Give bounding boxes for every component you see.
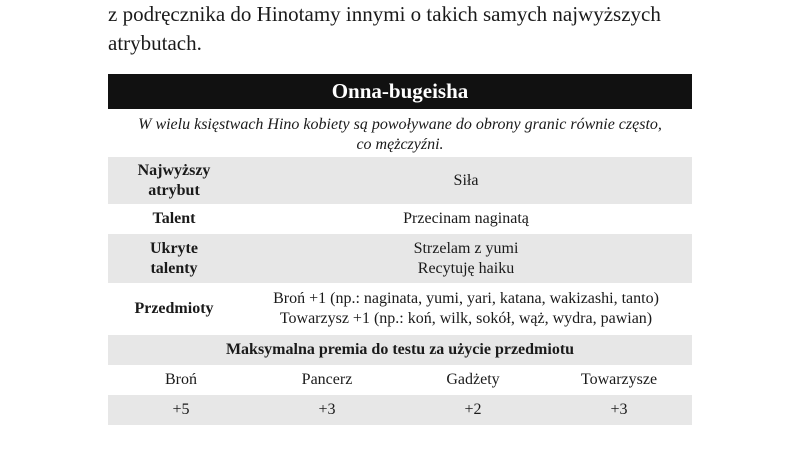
- bonus-value: +3: [546, 395, 692, 425]
- table-row-talent: [108, 204, 692, 234]
- table-row-items: [108, 283, 692, 335]
- table-row-hidden-talents: [108, 234, 692, 283]
- column-header: Gadżety: [400, 365, 546, 395]
- row-value: Przecinam naginatą: [240, 204, 692, 234]
- bonus-value: +2: [400, 395, 546, 425]
- table-row-attribute: [108, 157, 692, 204]
- label-line: atrybut: [148, 181, 200, 199]
- row-label: [108, 157, 240, 204]
- description-line: co mężczyźni.: [356, 136, 444, 153]
- description-line: W wielu księstwach Hino kobiety są powoływane do obrony granic równie często,: [138, 116, 662, 133]
- column-header: Pancerz: [254, 365, 400, 395]
- row-label: Przedmioty: [108, 283, 240, 335]
- value-line: Strzelam z yumi: [413, 239, 519, 257]
- label-line: talenty: [150, 259, 198, 277]
- card-description: [108, 109, 692, 157]
- max-bonus-table: [108, 335, 692, 425]
- column-header: Broń: [108, 365, 254, 395]
- bonus-value: +5: [108, 395, 254, 425]
- row-value: Siła: [240, 157, 692, 204]
- value-line: Recytuję haiku: [417, 259, 515, 277]
- card-title: Onna-bugeisha: [108, 74, 692, 109]
- value-line: Towarzysz +1 (np.: koń, wilk, sokół, wąż, wydra, pawian): [279, 310, 653, 327]
- value-line: Broń +1 (np.: naginata, yumi, yari, katana, wakizashi, tanto): [273, 290, 659, 307]
- bonus-value: +3: [254, 395, 400, 425]
- row-value: [240, 234, 692, 283]
- label-line: Ukryte: [150, 239, 198, 257]
- row-label: [108, 234, 240, 283]
- row-value: [240, 283, 692, 335]
- intro-paragraph: [108, 0, 698, 58]
- profession-card: [108, 74, 692, 425]
- intro-line: atrybutach.: [108, 31, 202, 55]
- max-bonus-heading-row: [108, 335, 692, 365]
- max-bonus-heading: Maksymalna premia do testu za użycie przedmiotu: [108, 335, 692, 365]
- label-line: Najwyższy: [137, 161, 211, 179]
- attributes-table: [108, 157, 692, 335]
- intro-line: z podręcznika do Hinotamy innymi o takich samych najwyższych: [108, 2, 661, 26]
- column-header: Towarzysze: [546, 365, 692, 395]
- max-bonus-values-row: [108, 395, 692, 425]
- max-bonus-columns-row: [108, 365, 692, 395]
- row-label: Talent: [108, 204, 240, 234]
